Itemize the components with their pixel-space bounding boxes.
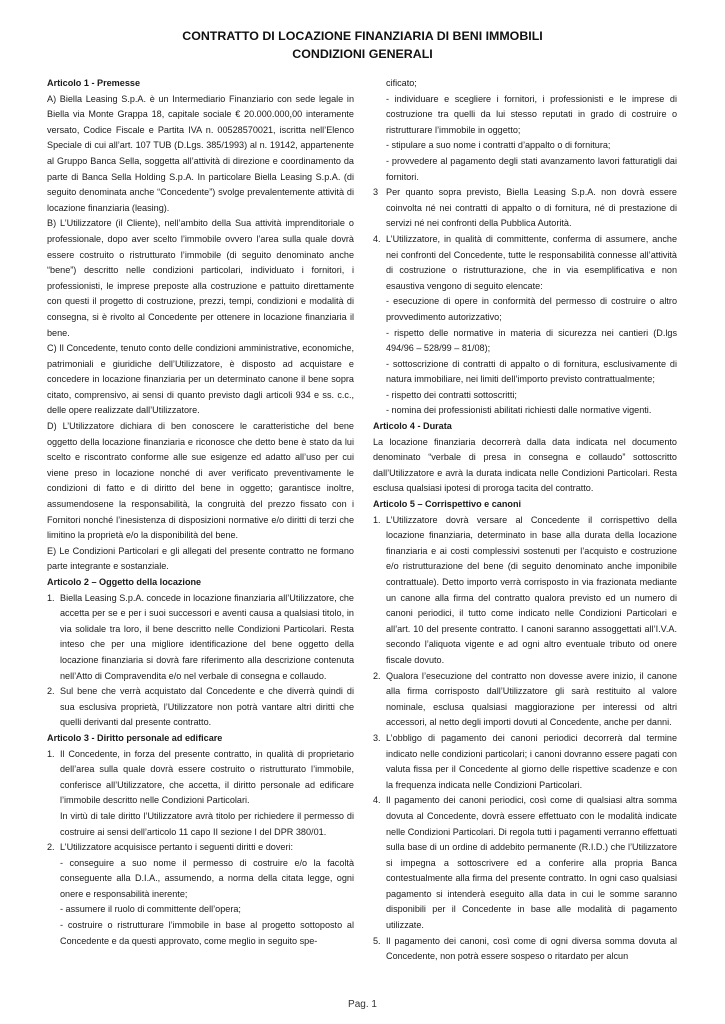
article-3-responsibility-5: - nomina dei professionisti abilitati richiesti dalle normative vigenti. <box>386 405 652 416</box>
item-number: 5. <box>373 935 381 946</box>
item-number: 1. <box>47 592 55 603</box>
article-4-heading: Articolo 4 - Durata <box>373 421 452 432</box>
article-1-heading: Articolo 1 - Premesse <box>47 78 140 88</box>
article-3-item-2 <box>47 840 354 856</box>
article-3-duty-3-continuation: cificato; <box>386 78 417 88</box>
article-3-responsibility-1: - esecuzione di opere in conformità del permesso di costruire o altro provvedimento autorizzativo; <box>386 296 677 322</box>
item-text: Qualora l’esecuzione del contratto non dovesse avere inizio, il canone alla firma corrisposto dall’Utilizzatore gli sarà restituito al valore nominale, esclusa qualsiasi maggiorazione per interessi od altri accessori, al netto degli importi dovuti al Concedente, anche per danni. <box>386 670 677 728</box>
item-number: 4. <box>373 795 381 806</box>
article-1-paragraph-e: E) Le Condizioni Particolari e gli allegati del presente contratto ne formano parte integrante e sostanziale. <box>47 545 354 572</box>
article-3-duty-3: - costruire o ristrutturare l’immobile in base al progetto sottoposto al Concedente e da questi approvato, come meglio in seguito spe- <box>60 920 354 946</box>
article-3-heading: Articolo 3 - Diritto personale ad edificare <box>47 732 223 743</box>
item-number: 4. <box>373 233 381 244</box>
article-1-paragraph-b: B) L’Utilizzatore (il Cliente), nell’ambito della Sua attività imprenditoriale o professionale, dopo aver scelto l’immobile ovvero l’area sulla quale dovrà essere costruito o ristrutturato l’immobile (di seguito denominato anche “bene”) descritto nelle condizioni particolari, individuato i fornitori, i professionisti, le imprese preposte alla costruzione e pattuito direttamente con questi il progetto di costruzione, prezzi, tempi, condizioni e modalità di consegna, si è rivolto al Concedente per ottenere in locazione finanziaria il bene. <box>47 218 354 338</box>
item-number: 1. <box>373 514 381 525</box>
article-3-responsibility-2: - rispetto delle normative in materia di sicurezza nei cantieri (D.lgs 494/96 – 528/99 – 81/08); <box>386 327 677 354</box>
article-3-duty-2: - assumere il ruolo di committente dell’opera; <box>60 904 241 915</box>
article-3-duty-5: - stipulare a suo nome i contratti d’appalto o di fornitura; <box>386 140 611 151</box>
item-text: Il Concedente, in forza del presente contratto, in qualità di proprietario dell’area sulla quale dovrà essere costruito o ristrutturato l’immobile, conferisce all’Utilizzatore, che accetta, il diritto personale ad edificare l’immobile descritto nelle Condizioni Particolari. <box>60 748 354 806</box>
article-5-item-5 <box>373 934 677 965</box>
item-text: Sul bene che verrà acquistato dal Concedente e che diverrà quindi di sua esclusiva proprietà, l’Utilizzatore non potrà vantare altri diritti che quelli derivanti dal presente contratto. <box>60 686 354 728</box>
article-5-item-3 <box>373 731 677 793</box>
item-text: L’obbligo di pagamento dei canoni periodici decorrerà dal termine indicato nelle condizioni particolari; i canoni dovranno essere pagati con valuta fissa per il Concedente al giorno delle rispettive scadenze e con la frequenza indicata nelle Condizioni Particolari. <box>386 732 677 790</box>
article-3-responsibility-3: - sottoscrizione di contratti di appalto o di fornitura, esclusivamente di natura immobiliare, nei limiti dell’importo previsto contrattualmente; <box>386 358 677 385</box>
item-number: 2. <box>47 686 55 697</box>
article-3-duty-4: - individuare e scegliere i fornitori, i professionisti e le imprese di costruzione tra quelli da lui stesso reputati in grado di costruire o ristrutturare l’immobile in oggetto; <box>386 93 677 135</box>
article-3-item-4 <box>373 232 677 294</box>
article-1-paragraph-a: A) Biella Leasing S.p.A. è un Intermediario Finanziario con sede legale in Biella via Monte Grappa 18, capitale sociale € 20.000.000,00 interamente versato, Codice Fiscale e Partita IVA n. 00528570021, iscritta nell’Elenco Speciale di cui all’art. 107 TUB (D.Lgs. 385/1993) al n. 19142, appartenente al Gruppo Banca Sella, soggetta all’attività di direzione e coordinamento da parte di Banca Sella Holding S.p.A. In particolare Biella Leasing S.p.A. (di seguito denominata anche “Concedente”) svolge prevalentemente attività di locazione finanziaria (leasing). <box>47 93 354 213</box>
item-number: 3 <box>373 187 379 198</box>
article-5-item-1 <box>373 513 677 669</box>
document-subtitle: CONDIZIONI GENERALI <box>292 47 433 61</box>
item-text: Biella Leasing S.p.A. concede in locazione finanziaria all’Utilizzatore, che accetta per se e per i suoi successori e aventi causa a qualsiasi titolo, in via solidale tra loro, il bene descritto nelle Condizioni Particolari. Resta inteso che per una migliore identificazione del bene oggetto della locazione finanziaria si dovrà fare riferimento alla descrizione contenuta nell’Atto di Compravendita e/o nel verbale di consegna e collaudo. <box>60 592 354 681</box>
item-text: Per quanto sopra previsto, Biella Leasing S.p.A. non dovrà essere coinvolta né nei contratti di appalto o di fornitura, né di prestazione di servizi né nei confronti della Pubblica Autorità. <box>386 187 677 229</box>
item-number: 3. <box>373 732 381 743</box>
article-3-responsibility-4: - rispetto dei contratti sottoscritti; <box>386 389 517 400</box>
item-text: L’Utilizzatore, in qualità di committente, conferma di assumere, anche nei confronti del Concedente, tutte le responsabilità connesse all’attività di costruzione o ristrutturazione, che in via esemplificativa e non esaustiva vengono di seguito elencate: <box>386 233 677 291</box>
article-5-heading: Articolo 5 – Corrispettivo e canoni <box>373 499 522 510</box>
article-5-item-2 <box>373 669 677 731</box>
left-column <box>47 76 354 949</box>
article-3-duty-1: - conseguire a suo nome il permesso di costruire e/o la facoltà conseguente alla D.I.A., assumendo, a norma della citata legge, ogni onere e responsabilità inerente; <box>60 857 354 899</box>
item-text: L’Utilizzatore acquisisce pertanto i seguenti diritti e doveri: <box>60 842 294 853</box>
item-number: 2. <box>373 670 381 681</box>
document-title: CONTRATTO DI LOCAZIONE FINANZIARIA DI BENI IMMOBILI <box>182 29 543 43</box>
item-text: Il pagamento dei canoni, così come di ogni diversa somma dovuta al Concedente, non potrà essere sospeso o ritardato per alcun <box>386 935 677 962</box>
page-number: Pag. 1 <box>348 999 377 1010</box>
item-text: Il pagamento dei canoni periodici, così come di qualsiasi altra somma dovuta al Concedente, dovrà essere effettuato con le modalità indicate nelle Condizioni Particolari. Di regola tutti i pagamenti verranno effettuati sulla base di un ordine di addebito permanente (R.I.D.) che l’Utilizzatore si impegna a sottoscrivere ed a conferire alla propria Banca contestualmente alla firma del presente contratto. In ogni caso qualsiasi pagamento si intenderà eseguito alla data in cui le somme saranno disponibili per il Concedente in base alle modalità di pagamento utilizzate. <box>386 795 677 931</box>
article-3-item-3 <box>373 185 677 232</box>
right-column <box>373 76 677 965</box>
article-4-paragraph: La locazione finanziaria decorrerà dalla data indicata nel documento denominato “verbale di presa in consegna e collaudo” sottoscritto dall’Utilizzatore e avrà la durata indicata nelle Condizioni Particolari. Resta esclusa qualsiasi ipotesi di proroga tacita del contratto. <box>373 436 677 494</box>
article-2-item-2 <box>47 684 354 731</box>
article-5-item-4 <box>373 793 677 933</box>
article-3-item-1-continuation: In virtù di tale diritto l’Utilizzatore avrà titolo per richiedere il permesso di costruire ai sensi dell’articolo 11 capo II sezione I del DPR 380/01. <box>60 810 354 837</box>
article-2-heading: Articolo 2 – Oggetto della locazione <box>47 577 202 587</box>
item-text: L’Utilizzatore dovrà versare al Concedente il corrispettivo della locazione finanziaria, determinato in base alla durata della locazione finanziaria e ai costi complessivi sostenuti per l’acquisto e costruzione e/o ristrutturazione del bene (di seguito denominato anche imponibile contrattuale). Detto importo verrà corrisposto in via frazionata mediante un canone alla firma del contratto qualora previsto ed un numero di canoni periodici, il tutto come indicato nelle Condizioni Particolari e all’art. 10 del presente contratto. I canoni saranno assoggettati all’I.V.A. secondo l’aliquota vigente e ad ogni altro eventuale tributo od onere fiscale dovuto. <box>386 514 677 665</box>
article-3-item-1 <box>47 747 354 809</box>
article-1-paragraph-c: C) Il Concedente, tenuto conto delle condizioni amministrative, economiche, patrimoniali e giuridiche dell’Utilizzatore, è disposto ad acquistare e concedere in locazione finanziaria per un determinato canone il bene sopra citato, comprensivo, ai sensi di quanto previsto dagli articoli 934 e ss. c.c., delle opere realizzate dall’Utilizzatore. <box>47 343 354 416</box>
article-3-duty-6: - provvedere al pagamento degli stati avanzamento lavori fatturatigli dai fornitori. <box>386 155 677 182</box>
item-number: 1. <box>47 748 55 759</box>
article-1-paragraph-d: D) L’Utilizzatore dichiara di ben conoscere le caratteristiche del bene oggetto della locazione finanziaria e riconosce che detto bene è stato da lui scelto e riscontrato conforme alle sue esigenze ed adatto all’uso per cui viene preso in locazione nonché di aver verificato preventivamente le condizioni di fatto e di diritto del bene in oggetto; garantisce inoltre, assumendosene la responsabilità, la congruità del prezzo fissato con i Fornitori nonché l’inesistenza di disposizioni normative e/o diritti di terzi che limitino la proprietà e/o la disponibilità del bene. <box>47 421 354 541</box>
article-2-item-1 <box>47 591 354 685</box>
item-number: 2. <box>47 842 55 853</box>
